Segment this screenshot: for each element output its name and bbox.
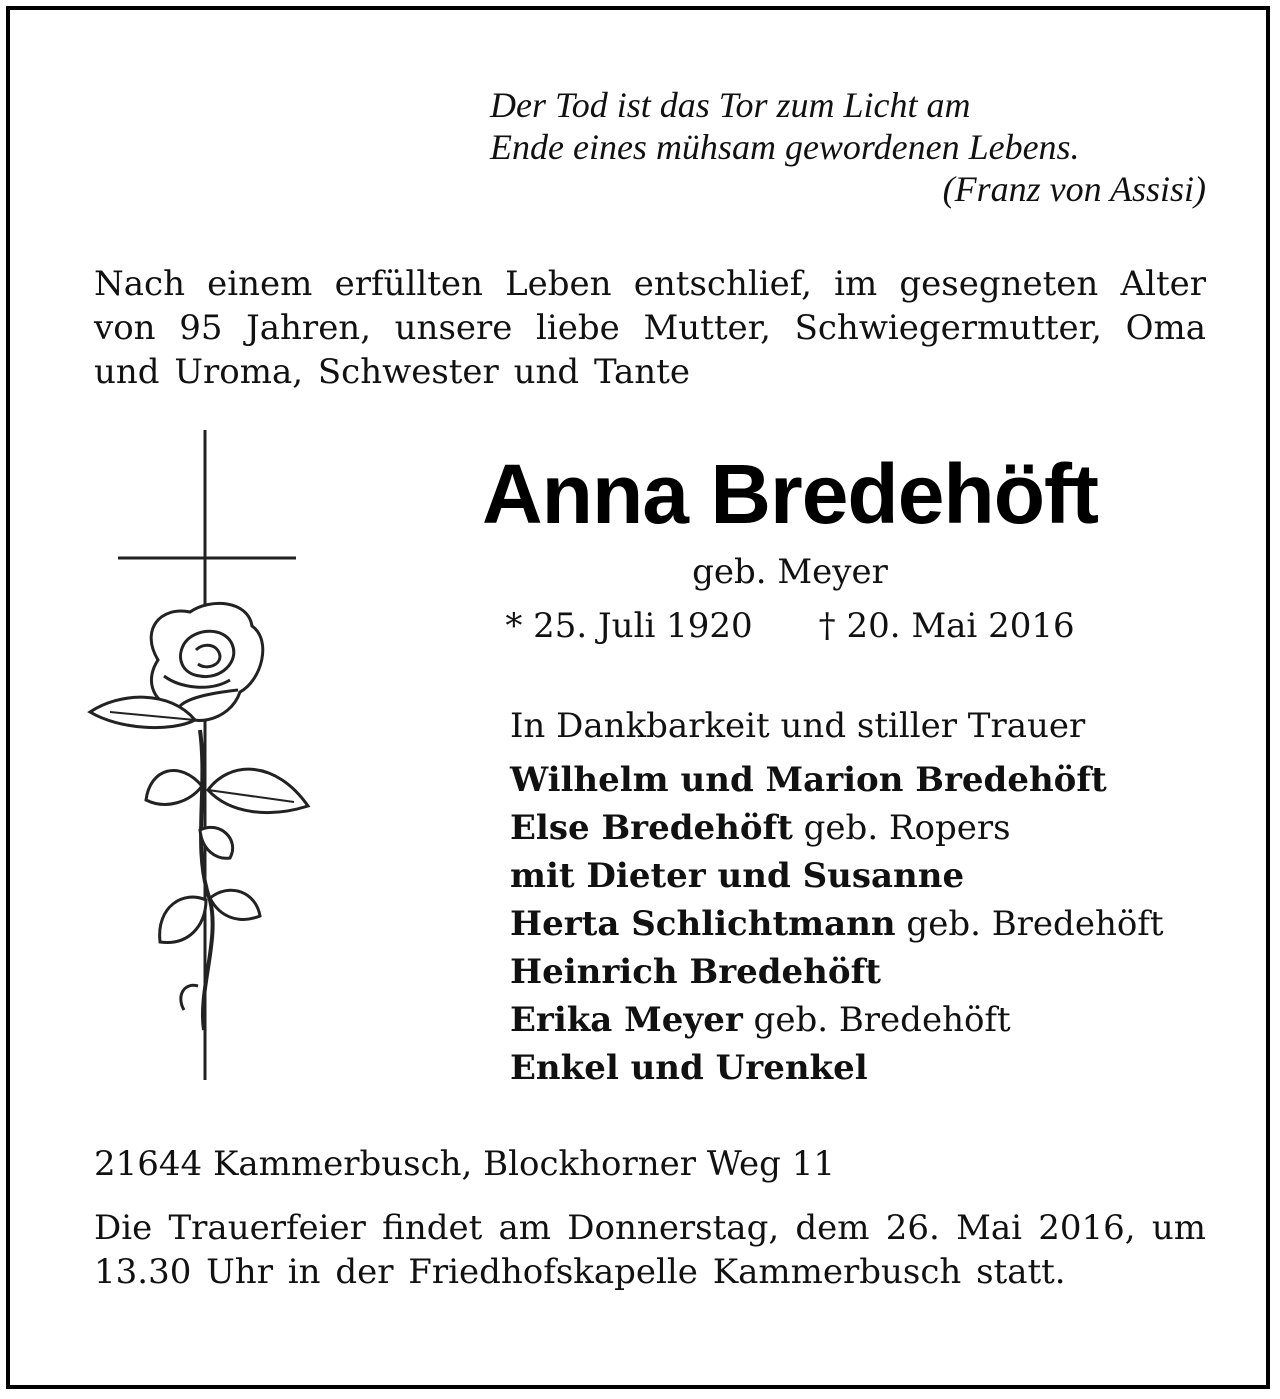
mourner-name: Enkel und Urenkel [510, 1048, 868, 1088]
mourner-name: Else Bredehöft [510, 808, 793, 848]
death-date: † 20. Mai 2016 [818, 606, 1075, 646]
quote-line-1: Der Tod ist das Tor zum Licht am [490, 85, 971, 125]
mourner-name: Heinrich Bredehöft [510, 952, 881, 992]
mourner-row [510, 756, 1210, 804]
mourner-row [510, 996, 1210, 1044]
mourner-row [510, 1044, 1210, 1092]
epigraph-quote [490, 84, 1206, 210]
mourner-row [510, 948, 1210, 996]
ceremony-paragraph: Die Trauerfeier findet am Donnerstag, dem 26. Mai 2016, um 13.30 Uhr in der Friedhofskapelle Kammerbusch statt. [94, 1208, 1206, 1292]
mourner-name: Wilhelm und Marion Bredehöft [510, 760, 1107, 800]
mourner-name: Herta Schlichtmann [510, 904, 896, 944]
intro-paragraph: Nach einem erfüllten Leben entschlief, im gesegneten Alter von 95 Jahren, unsere liebe Mutter, Schwiegermutter, Oma und Uroma, Schwester und Tante [94, 264, 1206, 392]
mourner-row [510, 804, 1210, 852]
life-dates [430, 604, 1150, 648]
mourner-name: mit Dieter und Susanne [510, 856, 965, 896]
mourner-note: geb. Bredehöft [742, 1000, 1011, 1040]
birth-date: * 25. Juli 1920 [505, 606, 753, 646]
mourner-row [510, 900, 1210, 948]
mourner-name: Erika Meyer [510, 1000, 743, 1040]
mourners-lead: In Dankbarkeit und stiller Trauer [510, 706, 1086, 746]
mourner-row [510, 852, 1210, 900]
obituary-frame [6, 6, 1270, 1389]
quote-source: (Franz von Assisi) [942, 169, 1206, 209]
mourner-note: geb. Bredehöft [895, 904, 1164, 944]
address-line: 21644 Kammerbusch, Blockhorner Weg 11 [94, 1144, 835, 1184]
quote-line-2: Ende eines mühsam gewordenen Lebens. [490, 127, 1080, 167]
deceased-name: Anna Bredehöft [482, 447, 1098, 541]
mourner-note: geb. Ropers [792, 808, 1011, 848]
mourners-list [510, 702, 1210, 1092]
birth-name: geb. Meyer [692, 552, 888, 592]
cross-with-rose-icon [80, 430, 320, 1090]
